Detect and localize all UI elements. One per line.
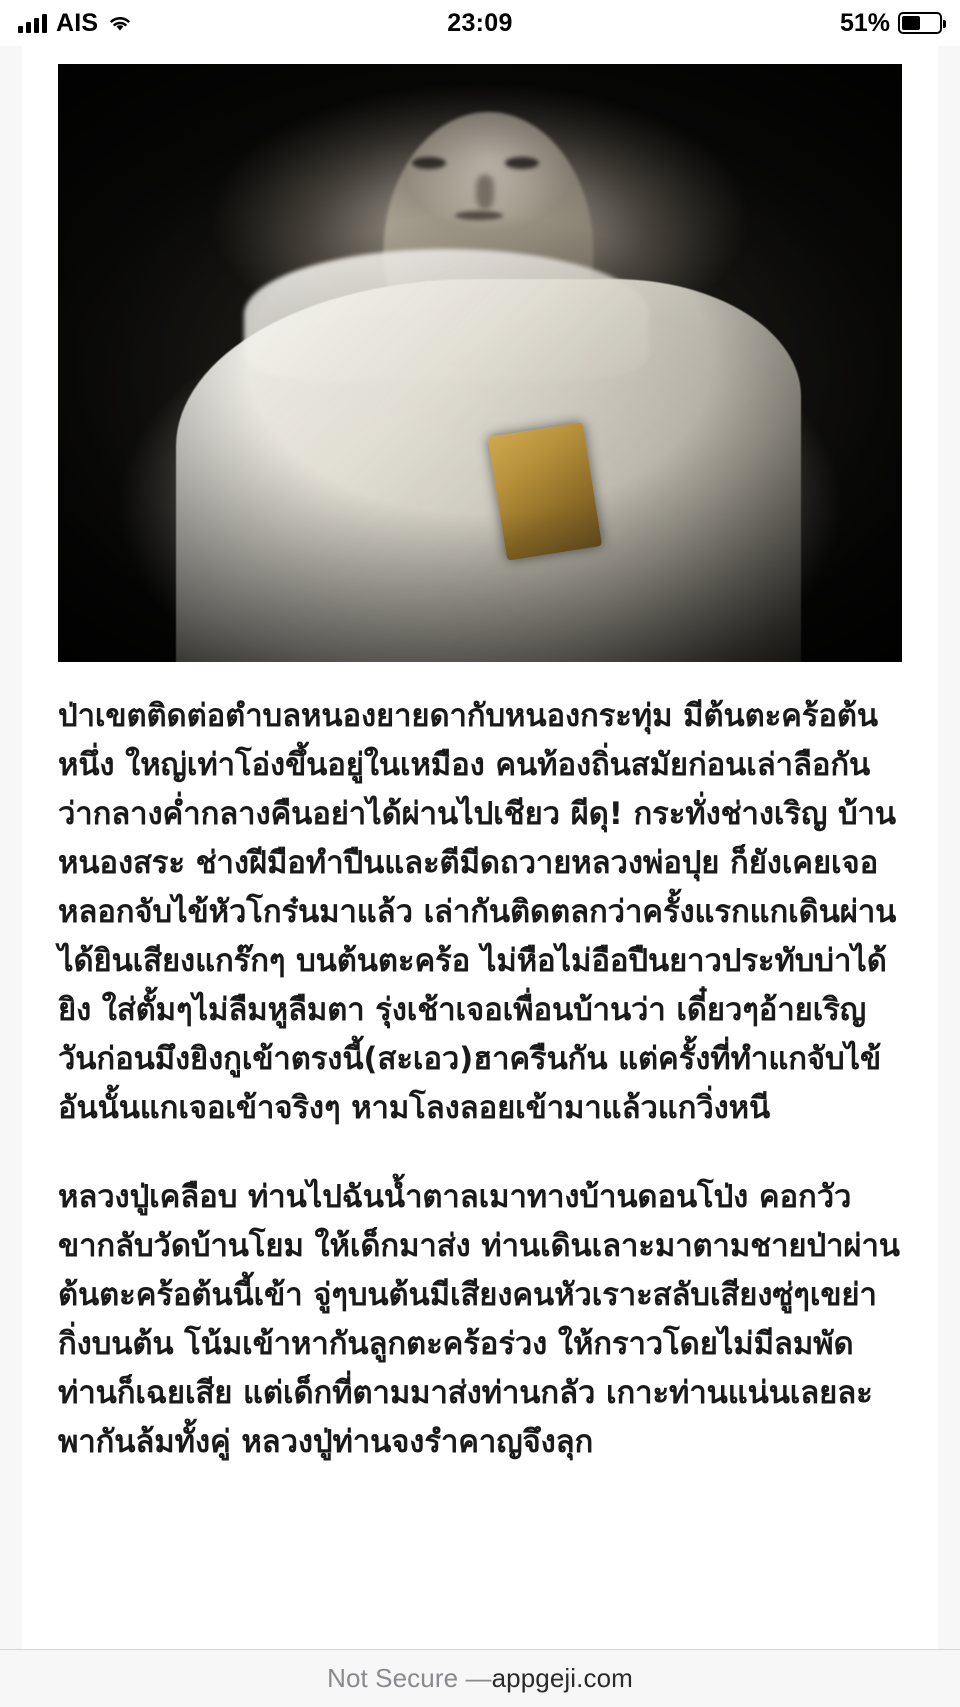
clock-label: 23:09 — [447, 8, 513, 37]
battery-percent-label: 51% — [839, 8, 890, 37]
article-body — [22, 46, 938, 1467]
cellular-signal-icon — [18, 13, 47, 33]
article-paragraph-1: ป่าเขตติดต่อตำบลหนองยายดากับหนองกระทุ่ม มีต้นตะคร้อต้นหนึ่ง ใหญ่เท่าโอ่งขึ้นอยู่ในเหมือง คนท้องถิ่นสมัยก่อนเล่าลือกันว่ากลางค่ำกลางคืนอย่าได้ผ่านไปเชียว ผีดุ! กระทั่งช่างเริญ บ้านหนองสระ ช่างฝีมือทำปืนและตีมีดถวายหลวงพ่อปุย ก็ยังเคยเจอหลอกจับไข้หัวโกร๋นมาแล้ว เล่ากันติดตลกว่าครั้งแรกแกเดินผ่านได้ยินเสียงแกร๊กๆ บนต้นตะคร้อ ไม่หือไม่อือปืนยาวประทับบ่าได้ยิง ใส่ตั้มๆไม่ลืมหูลืมตา รุ่งเช้าเจอเพื่อนบ้านว่า เดี๋ยวๆอ้ายเริญ วันก่อนมึงยิงกูเข้าตรงนี้(สะเอว)ฮาครืนกัน แต่ครั้งที่ทำแกจับไข้ อันนั้นแกเจอเข้าจริงๆ หามโลงลอยเข้ามาแล้วแกวิ่งหนี — [58, 698, 897, 1126]
status-bar-right — [840, 9, 942, 38]
battery-icon — [898, 12, 942, 34]
url-host-label[interactable]: appgeji.com — [491, 1663, 633, 1693]
wifi-icon — [107, 13, 133, 33]
photo-vignette — [58, 64, 902, 662]
battery-fill — [902, 16, 920, 30]
status-bar-left — [18, 9, 133, 38]
monk-portrait-with-amulet-photo — [58, 64, 902, 662]
content-fade — [22, 1609, 938, 1649]
carrier-label: AIS — [56, 8, 99, 37]
browser-bottom-bar[interactable] — [0, 1649, 960, 1707]
security-status-label: Not Secure — — [327, 1663, 492, 1693]
article-page[interactable] — [22, 46, 938, 1649]
status-bar — [0, 0, 960, 46]
webview[interactable] — [0, 46, 960, 1649]
photo-layer — [58, 64, 902, 662]
article-paragraph-2: หลวงปู่เคลือบ ท่านไปฉันน้ำตาลเมาทางบ้านดอนโป่ง คอกวัว ขากลับวัดบ้านโยม ให้เด็กมาส่ง ท่านเดินเลาะมาตามชายป่าผ่านต้นตะคร้อต้นนี้เข้า จู่ๆบนต้นมีเสียงคนหัวเราะสลับเสียงซู่ๆเขย่ากิ่งบนต้น โน้มเข้าหากันลูกตะคร้อร่วง ให้กราวโดยไม่มีลมพัด ท่านก็เฉยเสีย แต่เด็กที่ตามมาส่งท่านกลัว เกาะท่านแน่นเลยละพากันล้มทั้งคู่ หลวงปู่ท่านจงรำคาญจึงลุก — [58, 1178, 900, 1460]
